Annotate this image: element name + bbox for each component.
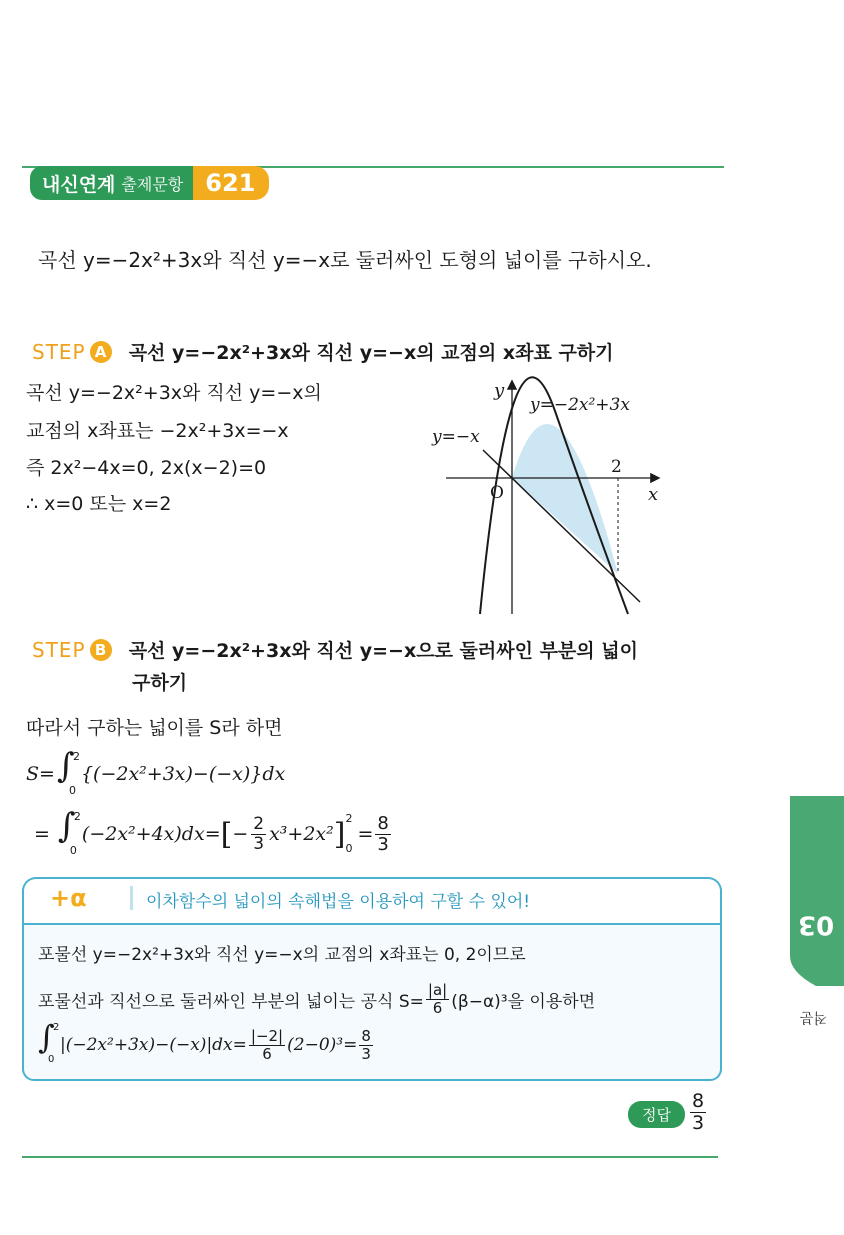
- step-a-title: 곡선 y=−2x²+3x와 직선 y=−x의 교점의 x좌표 구하기: [128, 342, 614, 364]
- tip-divider: [130, 886, 133, 910]
- step-b-heading: [32, 636, 638, 663]
- frac-two-thirds: $\frac{2}{3}$: [253, 813, 265, 854]
- tip-line-3-a: |(−2x²+3x)−(−x)|dx=: [60, 1035, 247, 1055]
- step-b-title-line-1: 곡선 y=−2x²+3x와 직선 y=−x으로 둘러싸인 부분의 넓이: [128, 640, 638, 662]
- shaded-region: [512, 424, 618, 574]
- integral-sign-2: ∫ 2 0: [57, 806, 81, 857]
- question-text: 곡선 y=−2x²+3x와 직선 y=−x로 둘러싸인 도형의 넓이를 구하시오.: [38, 248, 652, 272]
- int1-lower: 0: [68, 784, 76, 797]
- curve-label: y=−2x²+3x: [530, 395, 630, 415]
- badge-label: [30, 166, 193, 200]
- badge-sub-text: 출제문항: [121, 174, 184, 194]
- eq2-body: (−2x²+4x)dx=: [81, 823, 221, 845]
- problem-badge: [30, 166, 269, 200]
- tip-line-3-b: (2−0)³=: [287, 1035, 358, 1055]
- bracket-close: ]: [333, 816, 346, 852]
- problem-number: 621: [193, 166, 269, 200]
- tip-frac-8-3: $\frac{8}{3}$: [361, 1027, 371, 1063]
- step-a-line-3: 즉 2x²−4x=0, 2x(x−2)=0: [26, 457, 267, 479]
- y-axis-label: y: [494, 380, 505, 401]
- eq1-body: {(−2x²+3x)−(−x)}dx: [80, 763, 286, 785]
- step-a-line-2: 교점의 x좌표는 −2x²+3x=−x: [26, 420, 289, 442]
- origin-label: O: [490, 483, 504, 503]
- tip-line-2-a: 포물선과 직선으로 둘러싸인 부분의 넓이는 공식 S=: [38, 991, 424, 1012]
- badge-main-text: 내신연계: [42, 173, 116, 196]
- tip-line-1: 포물선 y=−2x²+3x와 직선 y=−x의 교점의 x좌표는 0, 2이므로: [38, 945, 526, 965]
- tick-label-2: 2: [611, 457, 622, 477]
- tip-frac-a-6: $\frac{|a|}{6}$: [427, 981, 448, 1017]
- integral-sign-1: ∫ 2 0: [56, 746, 80, 797]
- chapter-side-label: 적분: [800, 1009, 828, 1025]
- step-a-line-4: ∴ x=0 또는 x=2: [26, 493, 172, 515]
- tip-symbol: +α: [50, 884, 87, 912]
- answer-badge: 정답: [628, 1101, 685, 1128]
- line-label: y=−x: [432, 427, 480, 447]
- graph: [428, 376, 673, 618]
- eq1-lhs: S=: [26, 763, 55, 785]
- tip-title: 이차함수의 넓이의 속해법을 이용하여 구할 수 있어!: [146, 892, 531, 912]
- tip-line-3: [36, 1018, 373, 1066]
- answer-fraction: $\frac{8}{3}$: [692, 1090, 705, 1134]
- step-a-heading: [32, 338, 614, 365]
- eq2-equals: =: [357, 823, 374, 845]
- int2-lower: 0: [69, 844, 77, 857]
- eq2-lhs: =: [34, 823, 50, 845]
- bracket-limits: 2 0: [345, 812, 353, 855]
- chapter-number: 03: [797, 909, 835, 940]
- tip-line-2-b: (β−α)³을 이용하면: [451, 991, 596, 1012]
- step-a-circle: A: [90, 341, 112, 363]
- bracket-open: [: [220, 816, 233, 852]
- tip-frac-abs-2-6: $\frac{|-2|}{6}$: [250, 1027, 284, 1063]
- int2-upper: 2: [73, 810, 81, 823]
- tip-line-2: [38, 982, 595, 1016]
- step-b-circle: B: [90, 639, 112, 661]
- bottom-divider: [22, 1156, 718, 1158]
- x-axis-label: x: [648, 484, 659, 505]
- step-b-intro: 따라서 구하는 넓이를 S라 하면: [26, 717, 283, 739]
- int1-upper: 2: [72, 750, 80, 763]
- step-a-label: STEP: [32, 340, 86, 364]
- equation-2: = ∫ 2 0 (−2x²+4x)dx= [ − $\frac{2}{3}$ x³+2x² ] 2 0 = $\frac{8}{3}$: [34, 806, 389, 857]
- step-a-line-1: 곡선 y=−2x²+3x와 직선 y=−x의: [26, 382, 322, 404]
- step-b-title-line-2: 구하기: [132, 672, 188, 694]
- chapter-side-tab: [790, 796, 844, 986]
- tip-integral-sign: ∫ 2 0: [38, 1018, 60, 1065]
- step-b-label: STEP: [32, 638, 86, 662]
- frac-eight-thirds: $\frac{8}{3}$: [377, 812, 389, 855]
- equation-1: [26, 746, 286, 797]
